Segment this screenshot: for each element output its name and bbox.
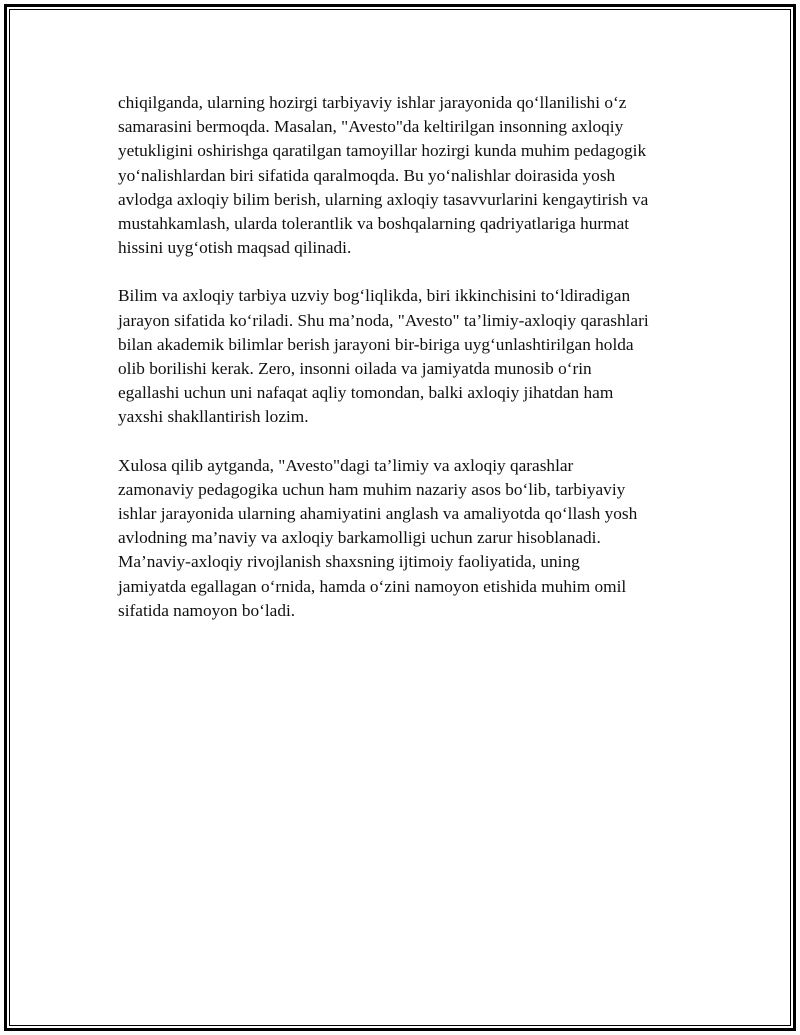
text-line: sifatida namoyon bo‘ladi. [118,600,296,620]
text-line: yo‘nalishlardan biri sifatida qaralmoqda. Bu yo‘nalishlar doirasida yosh [118,165,616,185]
text-line: olib borilishi kerak. Zero, insonni oilada va jamiyatda munosib o‘rin [118,359,592,379]
document-body [118,91,698,647]
text-line: bilan akademik bilimlar berish jarayoni bir-biriga uyg‘unlashtirilgan holda [118,334,634,354]
text-line: avlodning ma’naviy va axloqiy barkamolligi uchun zarur hisoblanadi. [118,528,601,548]
text-line: chiqilganda, ularning hozirgi tarbiyaviy ishlar jarayonida qo‘llanilishi o‘z [118,93,627,112]
text-line: zamonaviy pedagogika uchun ham muhim nazariy asos bo‘lib, tarbiyaviy [118,479,626,499]
text-line: ishlar jarayonida ularning ahamiyatini anglash va amaliyotda qo‘llash yosh [118,504,638,524]
text-line: mustahkamlash, ularda tolerantlik va boshqalarning qadriyatlariga hurmat [118,214,630,234]
text-line: Xulosa qilib aytganda, "Avesto"dagi ta’limiy va axloqiy qarashlar [118,455,574,475]
text-line: samarasini bermoqda. Masalan, "Avesto"da keltirilgan insonning axloqiy [118,117,624,137]
text-line: yaxshi shakllantirish lozim. [118,407,309,427]
text-line: yetukligini oshirishga qaratilgan tamoyillar hozirgi kunda muhim pedagogik [118,141,647,161]
text-line: avlodga axloqiy bilim berish, ularning axloqiy tasavvurlarini kengaytirish va [118,189,649,209]
paragraph-2 [118,284,698,429]
paragraph-3 [118,454,698,623]
text-line: hissini uyg‘otish maqsad qilinadi. [118,238,352,258]
text-line: jamiyatda egallagan o‘rnida, hamda o‘zini namoyon etishida muhim omil [118,576,627,596]
text-line: Bilim va axloqiy tarbiya uzviy bog‘liqlikda, biri ikkinchisini to‘ldiradigan [118,286,631,306]
text-line: Ma’naviy-axloqiy rivojlanish shaxsning ijtimoiy faoliyatida, uning [118,552,580,572]
text-line: jarayon sifatida ko‘riladi. Shu ma’noda, "Avesto" ta’limiy-axloqiy qarashlari [118,310,649,330]
text-line: egallashi uchun uni nafaqat aqliy tomondan, balki axloqiy jihatdan ham [118,383,614,403]
paragraph-1 [118,91,698,260]
